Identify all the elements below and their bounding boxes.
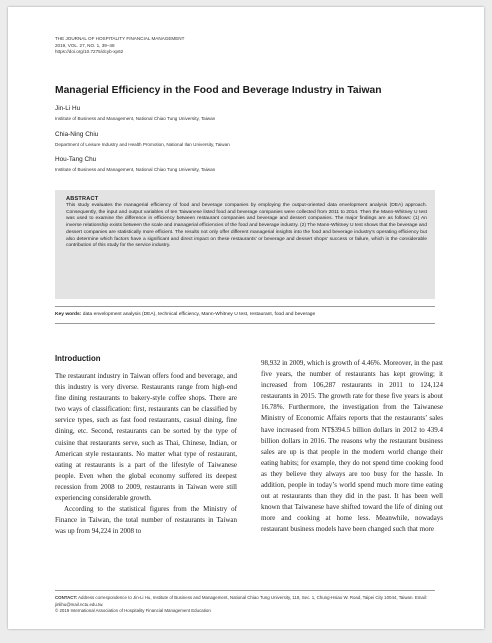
abstract-text: This study evaluates the managerial efficiency of food and beverage companies by employing the output-oriented data envelopment analysis (DEA) approach. Consequently, the input and output variables of ten Taiwanese listed food and beverage companies were collected from 2011 to 2014. Then the Mann-Whitney U test was used to examine the difference in efficiency between restaurant companies and beverage and dessert companies. The major findings are as follows: (1) An inverse relationship exists between the scale and managerial efficiencies of the food and beverage industry. (2) The Mann-Whitney U test shows that the beverage and dessert companies are statistically more efficient. The results not only offer different managerial insights into the food and beverage industry’s operating efficiency but also determine which factors have a significant and direct impact on these restaurants’ or beverage and dessert shops’ success or failure, which is the considerable contribution of this study for the service industry. (66, 203, 427, 249)
copyright: © 2019 International Association of Hospitality Financial Management Education (55, 608, 211, 613)
paper-title: Managerial Efficiency in the Food and Beverage Industry in Taiwan (55, 85, 382, 96)
paper-page (8, 7, 484, 629)
paragraph: 98,932 in 2009, which is growth of 4.46%. Moreover, in the past five years, the number of restaurants has kept growing; it increased from 106,287 restaurants in 2011 to 124,124 restaurants in 2015. The growth rate for these five years is about 16.78%. Furthermore, the investigation from the Taiwanese Ministry of Economic Affairs reports that the restaurants’ sales have increased from NT$394.5 billion dollars in 2012 to 439.4 billion dollars in 2016. The reasons why the restaurant business sales are up is that people in the modern world change their eating habits; for example, they do not spend time cooking food as they believe they always are too busy for the hassle. In addition, people in today’s world spend much more time eating out at restaurants than they did in the past. It has been well known that Taiwanese have shifted toward the life of dining out more and cooking at home less. Meanwhile, nowadays restaurant business models have been changed such that more (261, 359, 443, 534)
keywords-text: data envelopment analysis (DEA), technical efficiency, Mann-Whitney U test, restaurant, food and beverage (82, 312, 316, 317)
contact-text: Address correspondence to Jin-Li Hu, Institute of Business and Management, National Chiao Tung University, 118, Sec. 1, Chung-Hsiao W. Road, Taipei City 10044, Taiwan. Email: jinlihu@mail.nctu.edu.tw. (55, 595, 428, 607)
divider (55, 590, 435, 591)
keywords-label: Key words: (55, 312, 82, 317)
paragraph: The restaurant industry in Taiwan offers food and beverage, and this industry is very diverse. Restaurants range from high-end fine dining restaurants to bakery-style coffee shops. There are two ways of classification: first, restaurants can be classified by service types, such as fast food restaurants, casual dining, fine dining, etc. Second, restaurants can be sorted by the type of cuisine that restaurants serve, such as Thai, Chinese, Indian, or American style restaurants. No matter what type of restaurant, eating at restaurants is a part of the lifestyle of Taiwanese people. Even when the global economy suffered its deepest recession from 2008 to 2009, restaurants in Taiwan were still experiencing considerable growth. (55, 372, 237, 503)
author-name: Hou-Tang Chu (55, 156, 97, 163)
section-heading-introduction: Introduction (55, 354, 101, 363)
contact-line (55, 595, 435, 608)
journal-header (55, 36, 184, 56)
author-affiliation: Department of Leisure Industry and Health Promotion, National Ilan University, Taiwan (55, 142, 230, 147)
author-name: Chia-Ning Chiu (55, 131, 99, 138)
right-column (261, 358, 443, 536)
author-affiliation: Institute of Business and Management, National Chiao Tung University, Taiwan (55, 116, 216, 121)
journal-name: THE JOURNAL OF HOSPITALITY FINANCIAL MANAGEMENT (55, 36, 185, 41)
contact-footer (55, 595, 435, 615)
contact-label: CONTACT: (55, 595, 78, 600)
author-affiliation: Institute of Business and Management, National Chiao Tung University, Taiwan (55, 167, 216, 172)
abstract-heading: ABSTRACT (66, 196, 99, 202)
keywords (55, 312, 435, 317)
journal-doi[interactable]: https://doi.org/10.7275/dcyb-xp62 (55, 49, 124, 54)
divider (55, 306, 435, 307)
abstract-box (55, 190, 435, 299)
divider (55, 323, 435, 324)
paragraph: According to the statistical figures from the Ministry of Finance in Taiwan, the total number of restaurants in Taiwan was up from 94,224 in 2008 to (55, 505, 237, 536)
author-name: Jin-Li Hu (55, 105, 81, 112)
left-column (55, 371, 237, 537)
journal-volume: 2019, VOL. 27, NO. 1, 39–48 (55, 42, 115, 48)
